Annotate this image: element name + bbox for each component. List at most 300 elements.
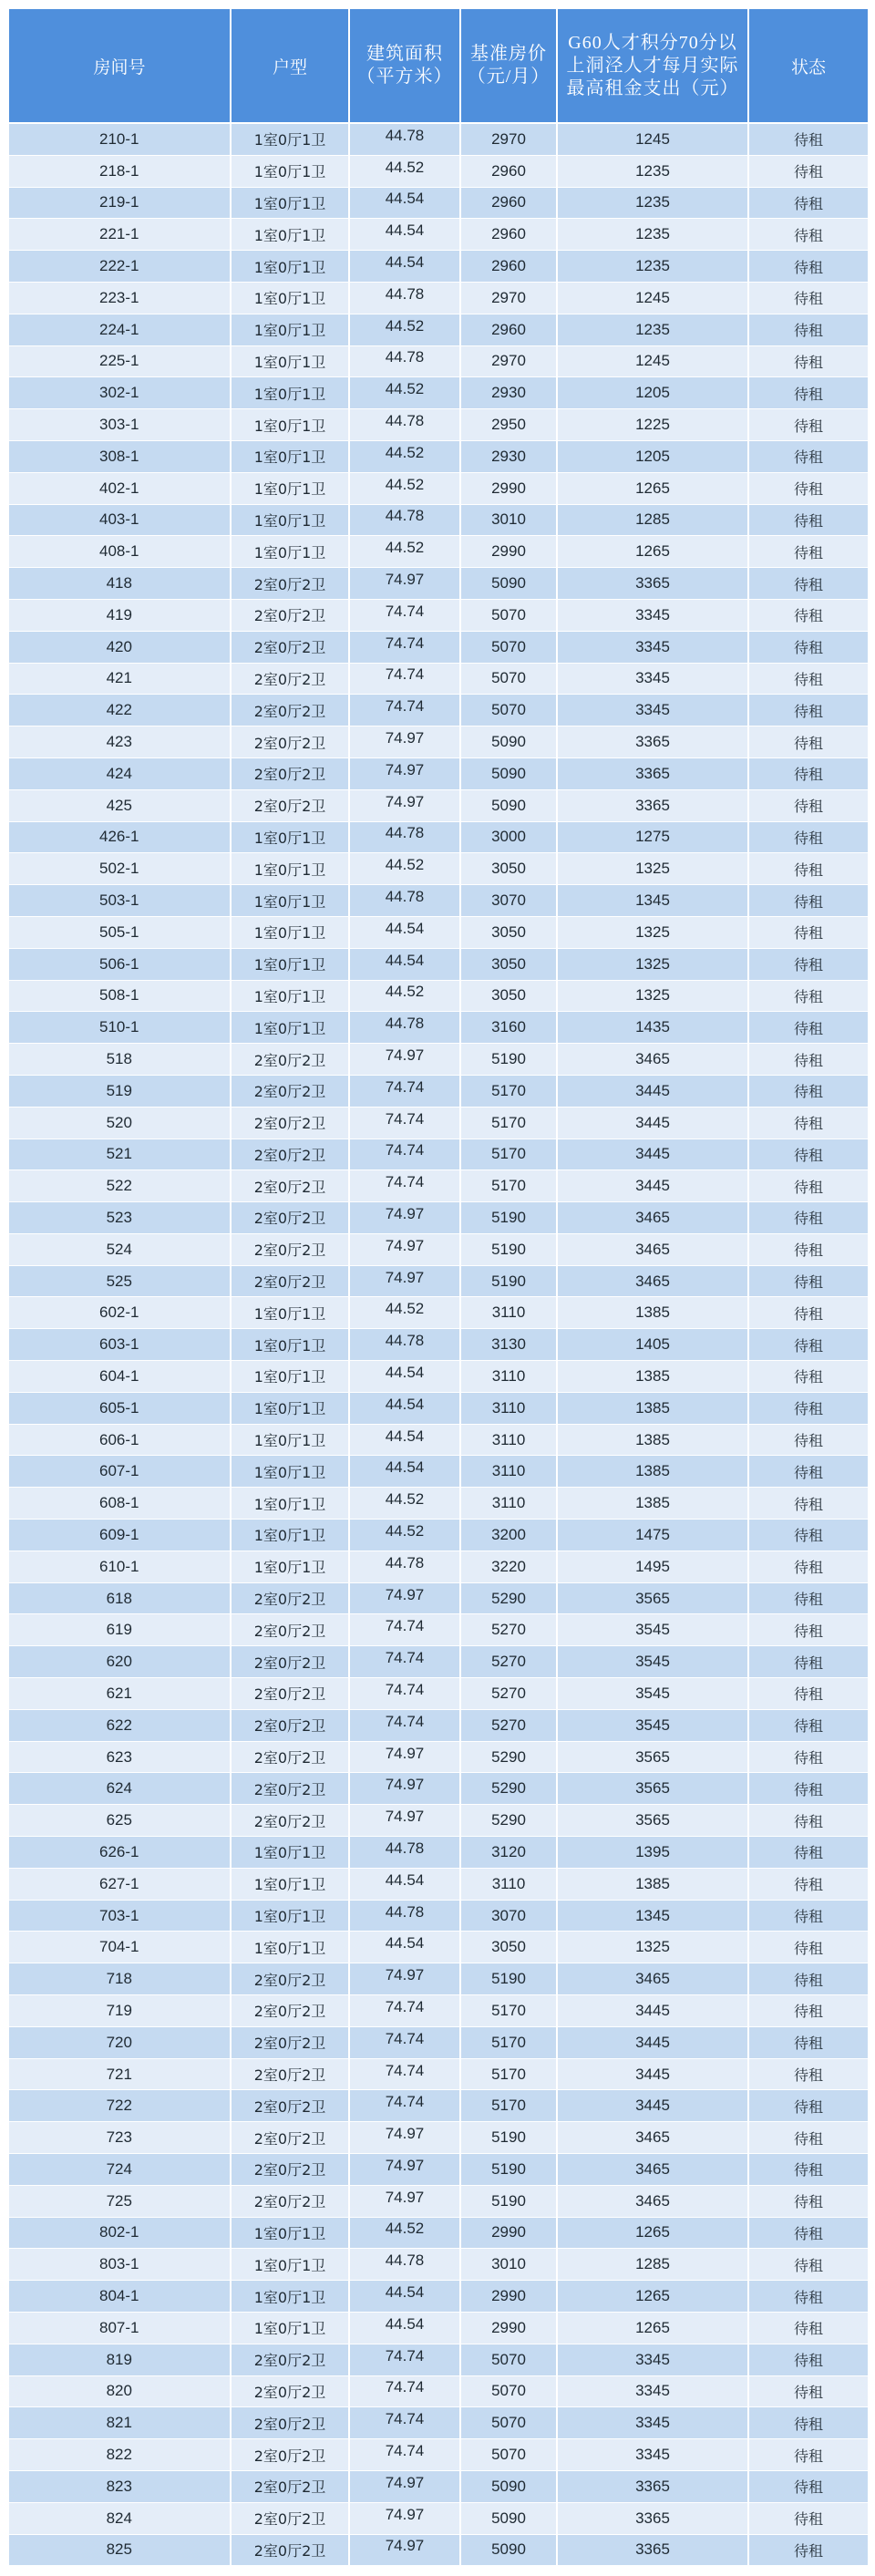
cell-floor-area — [349, 155, 460, 187]
cell-status: 待租 — [748, 1265, 869, 1297]
floor-area-value: 44.52 — [385, 2220, 425, 2238]
cell-base-rent: 3050 — [460, 980, 557, 1012]
table-row — [8, 1392, 869, 1424]
table-row — [8, 2281, 869, 2313]
cell-floor-area — [349, 1678, 460, 1710]
cell-layout-type: 2室0厅2卫 — [231, 1646, 349, 1678]
floor-area-value: 44.52 — [385, 475, 425, 493]
cell-base-rent: 3050 — [460, 853, 557, 885]
table-row — [8, 1265, 869, 1297]
cell-talent-max-rent: 3465 — [557, 2154, 748, 2186]
cell-room-number: 210-1 — [8, 123, 231, 155]
cell-status: 待租 — [748, 695, 869, 726]
table-row — [8, 155, 869, 187]
cell-base-rent: 5270 — [460, 1646, 557, 1678]
cell-room-number: 720 — [8, 2026, 231, 2058]
floor-area-value: 44.54 — [385, 2283, 425, 2302]
cell-floor-area — [349, 1551, 460, 1582]
cell-layout-type: 1室0厅1卫 — [231, 155, 349, 187]
header-talent-line2: 上洞泾人才每月实际 — [566, 55, 739, 76]
cell-status: 待租 — [748, 2281, 869, 2313]
cell-talent-max-rent: 3345 — [557, 2407, 748, 2439]
floor-area-value: 74.74 — [385, 1109, 425, 1128]
cell-room-number: 303-1 — [8, 409, 231, 441]
cell-talent-max-rent: 1235 — [557, 251, 748, 283]
cell-talent-max-rent: 1345 — [557, 1900, 748, 1932]
cell-room-number: 803-1 — [8, 2249, 231, 2281]
cell-room-number: 523 — [8, 1202, 231, 1234]
table-body — [8, 123, 869, 2566]
cell-layout-type: 1室0厅1卫 — [231, 853, 349, 885]
cell-floor-area — [349, 631, 460, 663]
cell-layout-type: 1室0厅1卫 — [231, 1868, 349, 1900]
table-row — [8, 1582, 869, 1614]
cell-layout-type: 2室0厅2卫 — [231, 2344, 349, 2375]
cell-status: 待租 — [748, 377, 869, 409]
floor-area-value: 44.78 — [385, 1553, 425, 1571]
table-row — [8, 853, 869, 885]
table-row — [8, 2502, 869, 2534]
cell-room-number: 623 — [8, 1741, 231, 1773]
cell-room-number: 825 — [8, 2534, 231, 2566]
cell-floor-area — [349, 2407, 460, 2439]
cell-status: 待租 — [748, 726, 869, 758]
cell-room-number: 627-1 — [8, 1868, 231, 1900]
cell-layout-type: 1室0厅1卫 — [231, 1297, 349, 1329]
cell-base-rent: 5290 — [460, 1805, 557, 1837]
cell-layout-type: 1室0厅1卫 — [231, 377, 349, 409]
cell-layout-type: 1室0厅1卫 — [231, 536, 349, 568]
floor-area-value: 74.74 — [385, 2410, 425, 2428]
cell-floor-area — [349, 1614, 460, 1646]
cell-room-number: 508-1 — [8, 980, 231, 1012]
table-row — [8, 821, 869, 853]
cell-room-number: 721 — [8, 2058, 231, 2090]
floor-area-value: 44.52 — [385, 983, 425, 1001]
floor-area-value: 74.97 — [385, 729, 425, 747]
table-row — [8, 2185, 869, 2217]
cell-room-number: 603-1 — [8, 1329, 231, 1361]
cell-talent-max-rent: 3365 — [557, 2534, 748, 2566]
cell-layout-type: 1室0厅1卫 — [231, 251, 349, 283]
cell-floor-area — [349, 916, 460, 948]
cell-room-number: 804-1 — [8, 2281, 231, 2313]
floor-area-value: 44.52 — [385, 380, 425, 398]
cell-status: 待租 — [748, 1202, 869, 1234]
table-row — [8, 219, 869, 251]
cell-floor-area — [349, 2534, 460, 2566]
cell-base-rent: 3220 — [460, 1551, 557, 1582]
cell-base-rent: 5070 — [460, 2375, 557, 2407]
cell-floor-area — [349, 2154, 460, 2186]
cell-talent-max-rent: 3465 — [557, 1265, 748, 1297]
table-row — [8, 1646, 869, 1678]
floor-area-value: 44.54 — [385, 1934, 425, 1953]
table-row — [8, 948, 869, 980]
cell-base-rent: 5090 — [460, 2534, 557, 2566]
cell-room-number: 522 — [8, 1170, 231, 1202]
cell-talent-max-rent: 1325 — [557, 948, 748, 980]
cell-layout-type: 2室0厅2卫 — [231, 1170, 349, 1202]
cell-status: 待租 — [748, 155, 869, 187]
cell-talent-max-rent: 1325 — [557, 1932, 748, 1963]
cell-room-number: 819 — [8, 2344, 231, 2375]
table-row — [8, 2312, 869, 2344]
cell-base-rent: 5070 — [460, 599, 557, 631]
cell-status: 待租 — [748, 2534, 869, 2566]
table-row — [8, 1139, 869, 1170]
cell-room-number: 421 — [8, 663, 231, 695]
floor-area-value: 44.78 — [385, 1332, 425, 1350]
floor-area-value: 74.74 — [385, 602, 425, 620]
cell-room-number: 223-1 — [8, 282, 231, 314]
cell-floor-area — [349, 2090, 460, 2122]
cell-floor-area — [349, 1233, 460, 1265]
cell-room-number: 703-1 — [8, 1900, 231, 1932]
floor-area-value: 44.78 — [385, 1839, 425, 1857]
cell-status: 待租 — [748, 440, 869, 472]
cell-room-number: 506-1 — [8, 948, 231, 980]
cell-floor-area — [349, 472, 460, 504]
cell-talent-max-rent: 3545 — [557, 1678, 748, 1710]
floor-area-value: 74.74 — [385, 1712, 425, 1730]
cell-room-number: 426-1 — [8, 821, 231, 853]
cell-floor-area — [349, 409, 460, 441]
cell-room-number: 520 — [8, 1107, 231, 1139]
floor-area-value: 44.78 — [385, 888, 425, 906]
cell-status: 待租 — [748, 219, 869, 251]
cell-base-rent: 2970 — [460, 282, 557, 314]
cell-talent-max-rent: 3465 — [557, 1963, 748, 1995]
cell-talent-max-rent: 1285 — [557, 504, 748, 536]
cell-talent-max-rent: 1385 — [557, 1488, 748, 1520]
table-row — [8, 2534, 869, 2566]
cell-layout-type: 2室0厅2卫 — [231, 2534, 349, 2566]
floor-area-value: 74.74 — [385, 2346, 425, 2365]
cell-talent-max-rent: 3545 — [557, 1614, 748, 1646]
cell-room-number: 719 — [8, 1995, 231, 2027]
cell-talent-max-rent: 1475 — [557, 1520, 748, 1551]
table-row — [8, 2058, 869, 2090]
cell-layout-type: 1室0厅1卫 — [231, 187, 349, 219]
table-row — [8, 1456, 869, 1488]
cell-layout-type: 2室0厅2卫 — [231, 789, 349, 821]
cell-base-rent: 5190 — [460, 1233, 557, 1265]
cell-base-rent: 5190 — [460, 2122, 557, 2154]
cell-talent-max-rent: 1265 — [557, 2312, 748, 2344]
cell-talent-max-rent: 3465 — [557, 1233, 748, 1265]
floor-area-value: 44.78 — [385, 412, 425, 430]
cell-status: 待租 — [748, 536, 869, 568]
floor-area-value: 74.97 — [385, 1268, 425, 1286]
cell-talent-max-rent: 3465 — [557, 2122, 748, 2154]
cell-status: 待租 — [748, 948, 869, 980]
table-row — [8, 1202, 869, 1234]
cell-talent-max-rent: 3565 — [557, 1773, 748, 1805]
cell-base-rent: 2990 — [460, 2217, 557, 2249]
cell-talent-max-rent: 3565 — [557, 1741, 748, 1773]
cell-base-rent: 3110 — [460, 1424, 557, 1456]
cell-floor-area — [349, 2312, 460, 2344]
cell-floor-area — [349, 1329, 460, 1361]
table-row — [8, 1995, 869, 2027]
cell-talent-max-rent: 1385 — [557, 1392, 748, 1424]
table-row — [8, 1424, 869, 1456]
cell-room-number: 606-1 — [8, 1424, 231, 1456]
cell-floor-area — [349, 1932, 460, 1963]
cell-base-rent: 5190 — [460, 1265, 557, 1297]
cell-layout-type: 2室0厅2卫 — [231, 1202, 349, 1234]
cell-base-rent: 3010 — [460, 2249, 557, 2281]
cell-base-rent: 3000 — [460, 821, 557, 853]
cell-layout-type: 1室0厅1卫 — [231, 1837, 349, 1869]
table-row — [8, 2407, 869, 2439]
floor-area-value: 74.97 — [385, 2505, 425, 2523]
cell-status: 待租 — [748, 631, 869, 663]
cell-status: 待租 — [748, 1963, 869, 1995]
floor-area-value: 74.74 — [385, 2029, 425, 2047]
cell-room-number: 221-1 — [8, 219, 231, 251]
floor-area-value: 44.78 — [385, 284, 425, 303]
cell-status: 待租 — [748, 1456, 869, 1488]
floor-area-value: 44.52 — [385, 316, 425, 335]
table-row — [8, 1837, 869, 1869]
cell-base-rent: 5190 — [460, 2154, 557, 2186]
cell-floor-area — [349, 1139, 460, 1170]
cell-status: 待租 — [748, 472, 869, 504]
cell-layout-type: 2室0厅2卫 — [231, 2407, 349, 2439]
cell-status: 待租 — [748, 1329, 869, 1361]
cell-talent-max-rent: 1385 — [557, 1297, 748, 1329]
cell-talent-max-rent: 3345 — [557, 631, 748, 663]
floor-area-value: 74.74 — [385, 1173, 425, 1191]
cell-talent-max-rent: 3365 — [557, 568, 748, 600]
cell-room-number: 510-1 — [8, 1012, 231, 1044]
cell-layout-type: 1室0厅1卫 — [231, 472, 349, 504]
cell-status: 待租 — [748, 1044, 869, 1076]
table-row — [8, 2470, 869, 2502]
floor-area-value: 44.54 — [385, 222, 425, 240]
cell-layout-type: 2室0厅2卫 — [231, 1773, 349, 1805]
cell-room-number: 302-1 — [8, 377, 231, 409]
cell-layout-type: 1室0厅1卫 — [231, 2217, 349, 2249]
cell-status: 待租 — [748, 123, 869, 155]
table-row — [8, 663, 869, 695]
floor-area-value: 74.97 — [385, 1808, 425, 1826]
cell-base-rent: 5270 — [460, 1709, 557, 1741]
cell-talent-max-rent: 1235 — [557, 219, 748, 251]
cell-talent-max-rent: 1275 — [557, 821, 748, 853]
cell-talent-max-rent: 1245 — [557, 345, 748, 377]
cell-floor-area — [349, 757, 460, 789]
cell-base-rent: 2970 — [460, 123, 557, 155]
cell-floor-area — [349, 568, 460, 600]
table-row — [8, 757, 869, 789]
cell-base-rent: 5170 — [460, 2026, 557, 2058]
cell-base-rent: 2960 — [460, 251, 557, 283]
cell-status: 待租 — [748, 2058, 869, 2090]
floor-area-value: 74.97 — [385, 1585, 425, 1603]
cell-room-number: 224-1 — [8, 314, 231, 345]
floor-area-value: 44.52 — [385, 539, 425, 557]
table-row — [8, 1678, 869, 1710]
cell-status: 待租 — [748, 2217, 869, 2249]
floor-area-value: 74.97 — [385, 1776, 425, 1794]
cell-room-number: 420 — [8, 631, 231, 663]
cell-layout-type: 2室0厅2卫 — [231, 1709, 349, 1741]
cell-layout-type: 1室0厅1卫 — [231, 1520, 349, 1551]
cell-status: 待租 — [748, 980, 869, 1012]
floor-area-value: 74.74 — [385, 1649, 425, 1667]
table-row — [8, 440, 869, 472]
cell-status: 待租 — [748, 2122, 869, 2154]
cell-layout-type: 1室0厅1卫 — [231, 916, 349, 948]
cell-talent-max-rent: 1325 — [557, 916, 748, 948]
cell-talent-max-rent: 3565 — [557, 1582, 748, 1614]
table-row — [8, 599, 869, 631]
cell-status: 待租 — [748, 2249, 869, 2281]
cell-layout-type: 2室0厅2卫 — [231, 1805, 349, 1837]
cell-room-number: 620 — [8, 1646, 231, 1678]
cell-floor-area — [349, 2217, 460, 2249]
cell-status: 待租 — [748, 1805, 869, 1837]
cell-floor-area — [349, 599, 460, 631]
table-row — [8, 1709, 869, 1741]
cell-talent-max-rent: 3445 — [557, 1139, 748, 1170]
table-row — [8, 377, 869, 409]
table-row — [8, 409, 869, 441]
table-row — [8, 187, 869, 219]
cell-floor-area — [349, 2439, 460, 2471]
cell-base-rent: 5290 — [460, 1773, 557, 1805]
cell-room-number: 625 — [8, 1805, 231, 1837]
floor-area-value: 74.97 — [385, 1744, 425, 1762]
cell-base-rent: 3050 — [460, 1932, 557, 1963]
cell-base-rent: 3110 — [460, 1456, 557, 1488]
cell-floor-area — [349, 2281, 460, 2313]
cell-talent-max-rent: 3445 — [557, 2026, 748, 2058]
cell-talent-max-rent: 1385 — [557, 1456, 748, 1488]
cell-base-rent: 5270 — [460, 1678, 557, 1710]
cell-room-number: 824 — [8, 2502, 231, 2534]
cell-status: 待租 — [748, 1709, 869, 1741]
cell-talent-max-rent: 3345 — [557, 599, 748, 631]
cell-layout-type: 2室0厅2卫 — [231, 1075, 349, 1107]
table-row — [8, 885, 869, 917]
cell-status: 待租 — [748, 1139, 869, 1170]
cell-room-number: 822 — [8, 2439, 231, 2471]
cell-status: 待租 — [748, 757, 869, 789]
table-row — [8, 536, 869, 568]
floor-area-value: 74.74 — [385, 1997, 425, 2015]
cell-floor-area — [349, 2026, 460, 2058]
cell-floor-area — [349, 1202, 460, 1234]
cell-floor-area — [349, 1900, 460, 1932]
cell-room-number: 505-1 — [8, 916, 231, 948]
table-row — [8, 2249, 869, 2281]
cell-status: 待租 — [748, 1868, 869, 1900]
cell-layout-type: 1室0厅1卫 — [231, 948, 349, 980]
cell-layout-type: 1室0厅1卫 — [231, 282, 349, 314]
cell-floor-area — [349, 1709, 460, 1741]
table-row — [8, 631, 869, 663]
cell-floor-area — [349, 1805, 460, 1837]
cell-talent-max-rent: 1225 — [557, 409, 748, 441]
cell-talent-max-rent: 3545 — [557, 1709, 748, 1741]
cell-talent-max-rent: 3365 — [557, 726, 748, 758]
cell-base-rent: 5090 — [460, 726, 557, 758]
cell-status: 待租 — [748, 2090, 869, 2122]
floor-area-value: 44.54 — [385, 919, 425, 937]
floor-area-value: 74.97 — [385, 1046, 425, 1064]
cell-floor-area — [349, 2058, 460, 2090]
cell-base-rent: 5290 — [460, 1741, 557, 1773]
cell-room-number: 308-1 — [8, 440, 231, 472]
cell-layout-type: 2室0厅2卫 — [231, 1139, 349, 1170]
cell-talent-max-rent: 3345 — [557, 2439, 748, 2471]
cell-floor-area — [349, 345, 460, 377]
cell-status: 待租 — [748, 1678, 869, 1710]
cell-floor-area — [349, 314, 460, 345]
cell-talent-max-rent: 3345 — [557, 695, 748, 726]
table-row — [8, 1075, 869, 1107]
cell-layout-type: 2室0厅2卫 — [231, 1265, 349, 1297]
cell-floor-area — [349, 2470, 460, 2502]
cell-status: 待租 — [748, 1233, 869, 1265]
cell-layout-type: 1室0厅1卫 — [231, 821, 349, 853]
cell-layout-type: 1室0厅1卫 — [231, 1329, 349, 1361]
cell-status: 待租 — [748, 2375, 869, 2407]
cell-floor-area — [349, 123, 460, 155]
cell-layout-type: 2室0厅2卫 — [231, 2185, 349, 2217]
cell-status: 待租 — [748, 1012, 869, 1044]
cell-room-number: 423 — [8, 726, 231, 758]
cell-floor-area — [349, 282, 460, 314]
cell-talent-max-rent: 3465 — [557, 1202, 748, 1234]
table-row — [8, 2122, 869, 2154]
cell-base-rent: 3130 — [460, 1329, 557, 1361]
floor-area-value: 74.74 — [385, 634, 425, 652]
table-row — [8, 1900, 869, 1932]
cell-floor-area — [349, 2375, 460, 2407]
cell-status: 待租 — [748, 663, 869, 695]
table-row — [8, 2217, 869, 2249]
table-row — [8, 2090, 869, 2122]
floor-area-value: 74.74 — [385, 1077, 425, 1096]
cell-floor-area — [349, 2185, 460, 2217]
floor-area-value: 44.54 — [385, 253, 425, 272]
cell-layout-type: 1室0厅1卫 — [231, 1392, 349, 1424]
floor-area-value: 44.54 — [385, 2314, 425, 2333]
cell-layout-type: 2室0厅2卫 — [231, 726, 349, 758]
cell-base-rent: 5070 — [460, 663, 557, 695]
cell-layout-type: 1室0厅1卫 — [231, 2312, 349, 2344]
cell-base-rent: 5070 — [460, 695, 557, 726]
cell-status: 待租 — [748, 885, 869, 917]
floor-area-value: 74.97 — [385, 571, 425, 589]
cell-base-rent: 3110 — [460, 1488, 557, 1520]
cell-floor-area — [349, 1456, 460, 1488]
floor-area-value: 44.78 — [385, 126, 425, 144]
floor-area-value: 74.97 — [385, 1204, 425, 1222]
cell-layout-type: 2室0厅2卫 — [231, 663, 349, 695]
cell-floor-area — [349, 2502, 460, 2534]
header-talent-line1: G60人才积分70分以 — [568, 32, 737, 53]
floor-area-value: 44.54 — [385, 1427, 425, 1445]
cell-layout-type: 2室0厅2卫 — [231, 2502, 349, 2534]
cell-base-rent: 2930 — [460, 377, 557, 409]
cell-talent-max-rent: 3365 — [557, 2502, 748, 2534]
